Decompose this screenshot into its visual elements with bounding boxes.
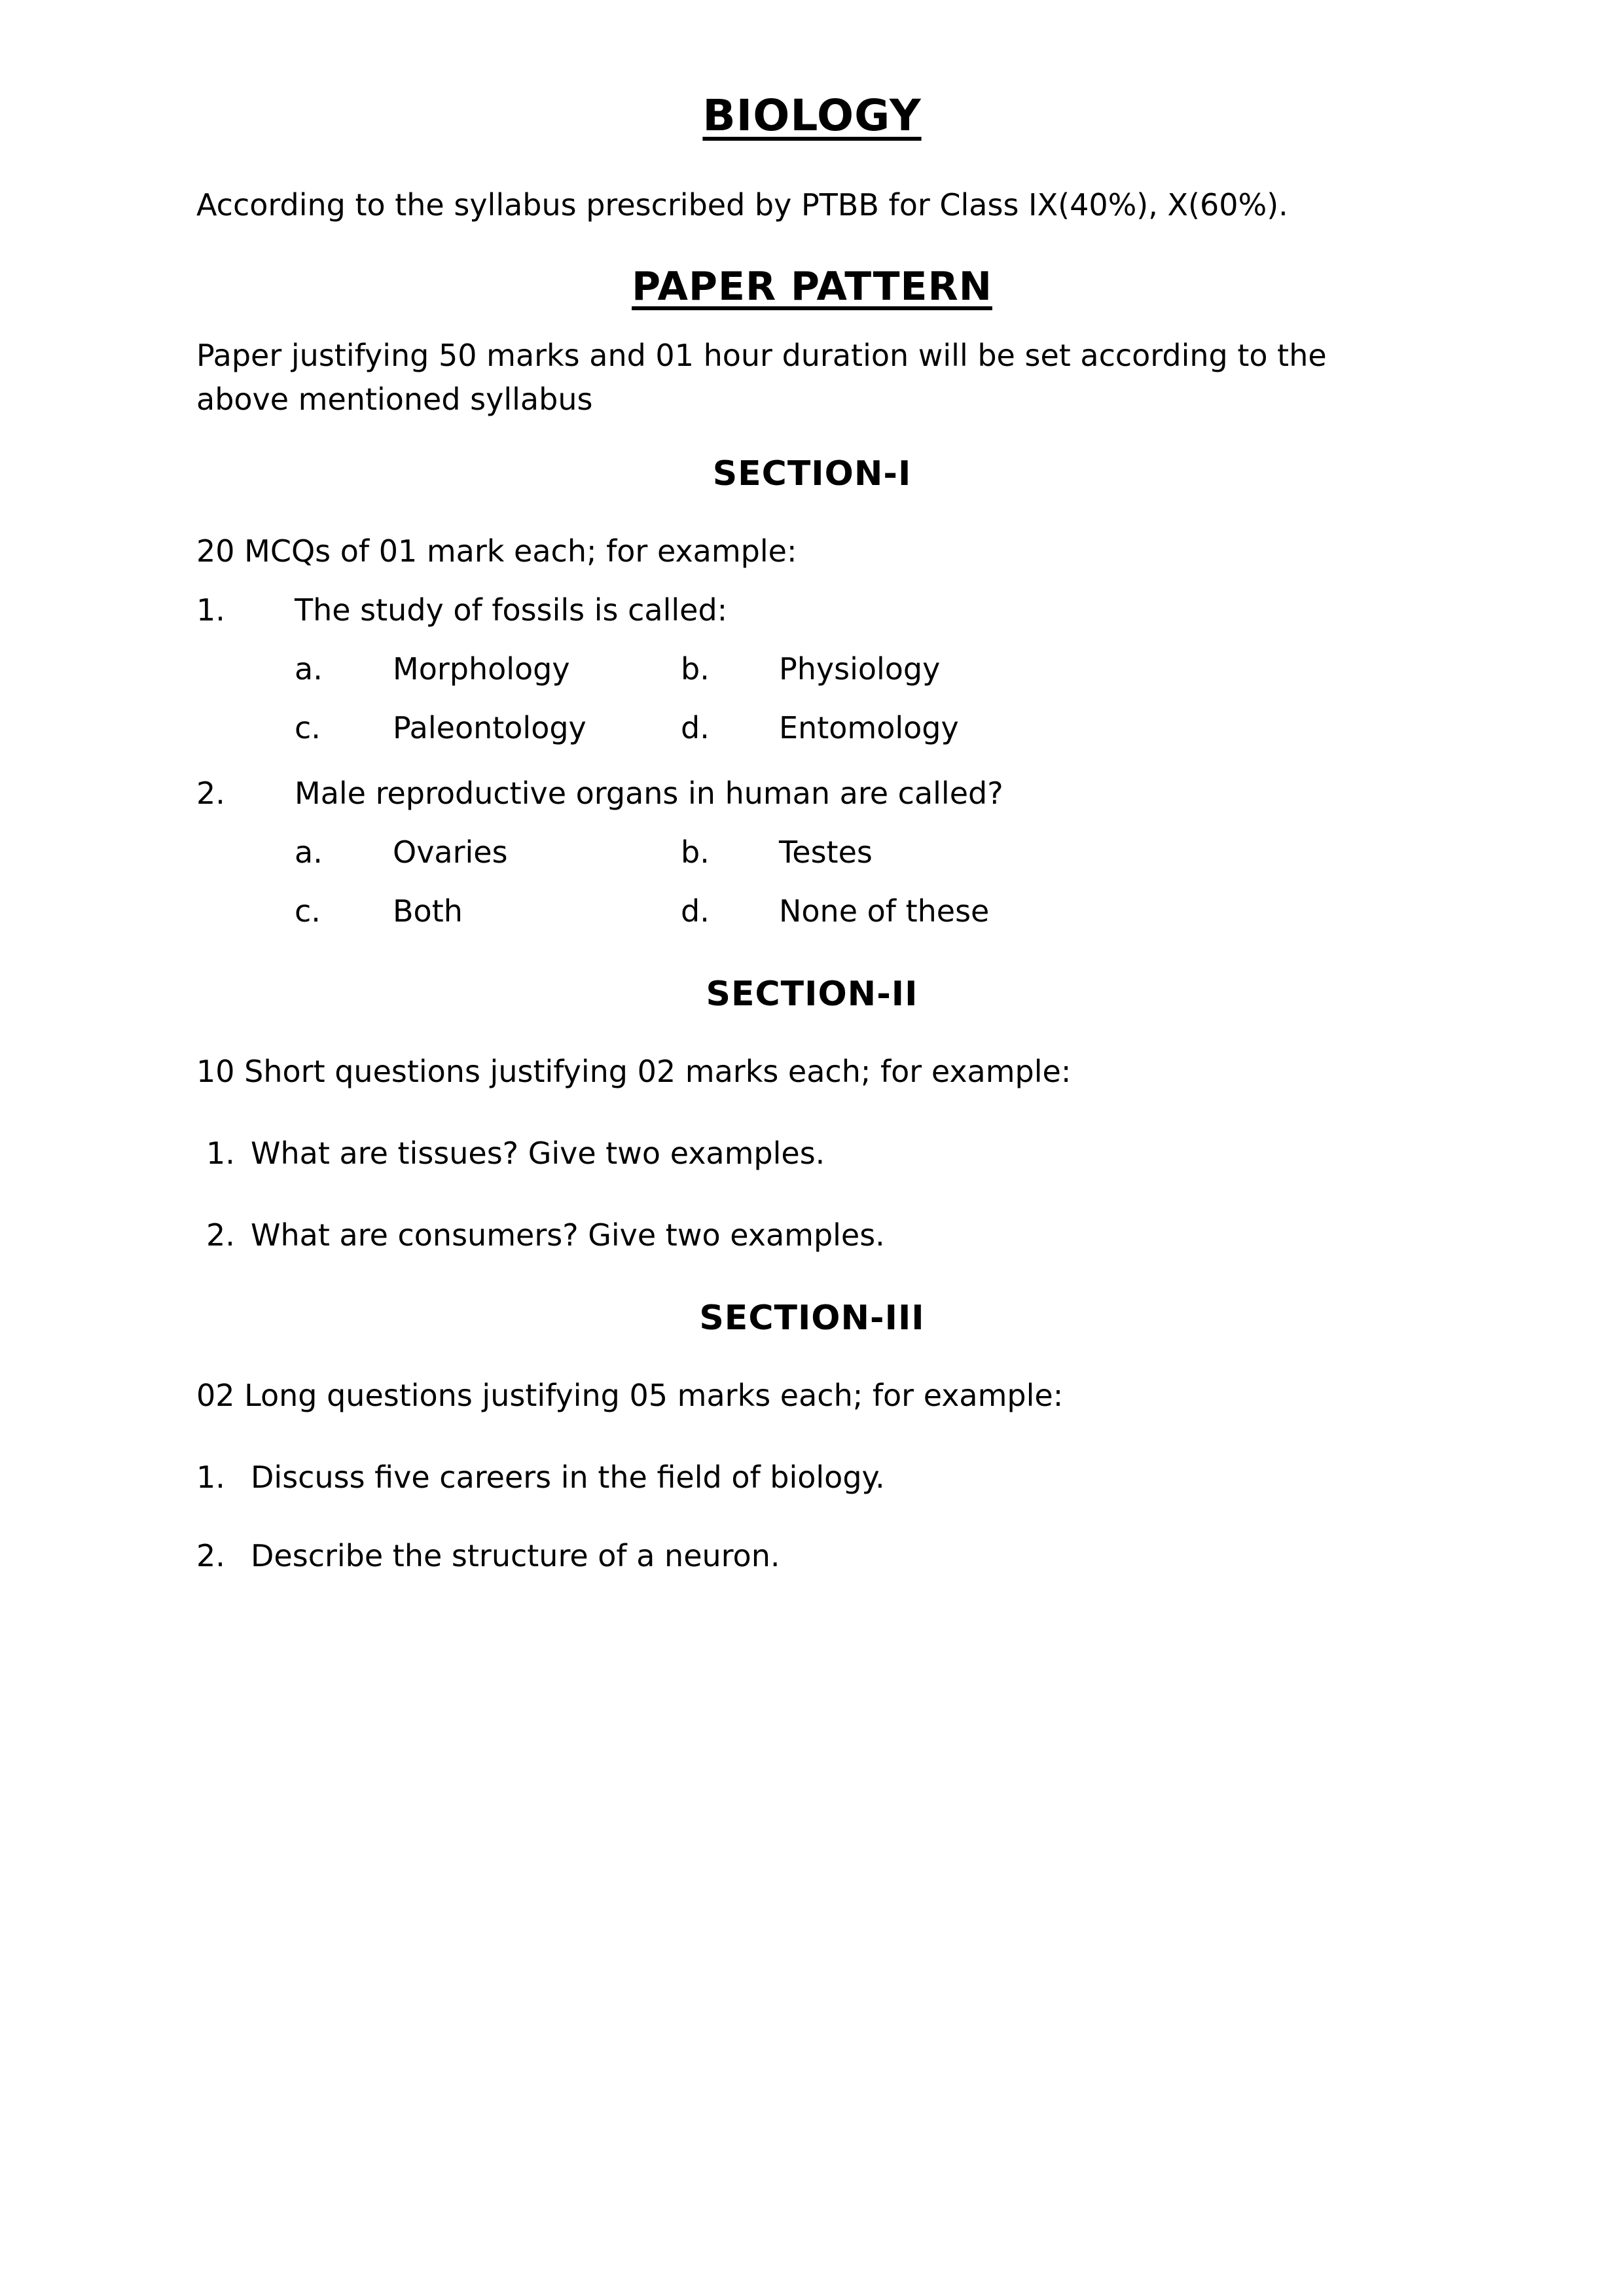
option-text: Physiology bbox=[779, 651, 941, 687]
long-question-1 bbox=[196, 1460, 1428, 1495]
option-letter: b. bbox=[681, 834, 710, 870]
option-text: Both bbox=[393, 893, 463, 929]
section-2-heading: SECTION-II bbox=[706, 975, 918, 1014]
question-number: 1. bbox=[206, 1136, 235, 1171]
option-letter: d. bbox=[681, 710, 710, 745]
mcq-question-1 bbox=[196, 592, 1428, 628]
section-3-intro: 02 Long questions justifying 05 marks each; for example: bbox=[196, 1378, 1064, 1413]
question-number: 1. bbox=[196, 1460, 225, 1495]
short-question-2 bbox=[196, 1217, 1428, 1253]
mcq-question-text: Male reproductive organs in human are called? bbox=[295, 776, 1003, 811]
option-letter: c. bbox=[295, 893, 321, 929]
mcq-question-number: 2. bbox=[196, 776, 225, 811]
paper-pattern-heading: PAPER PATTERN bbox=[632, 264, 992, 310]
mcq-options-1 bbox=[196, 651, 1428, 745]
page-title: BIOLOGY bbox=[702, 90, 922, 141]
option-letter: a. bbox=[295, 834, 323, 870]
option-letter: d. bbox=[681, 893, 710, 929]
mcq-question-number: 1. bbox=[196, 592, 225, 628]
option-text: Morphology bbox=[393, 651, 570, 687]
option-text: None of these bbox=[779, 893, 990, 929]
paper-pattern-text: Paper justifying 50 marks and 01 hour duration will be set according to the above mentioned syllabus bbox=[196, 338, 1327, 417]
question-text: Discuss five careers in the field of biology. bbox=[251, 1460, 885, 1495]
mcq-options-2 bbox=[196, 834, 1428, 929]
question-number: 2. bbox=[206, 1217, 235, 1253]
question-text: Describe the structure of a neuron. bbox=[251, 1538, 780, 1573]
question-text: What are tissues? Give two examples. bbox=[251, 1136, 825, 1171]
section-1-heading: SECTION-I bbox=[712, 454, 912, 493]
section-3-heading: SECTION-III bbox=[699, 1299, 925, 1338]
option-text: Testes bbox=[779, 834, 873, 870]
section-1-intro: 20 MCQs of 01 mark each; for example: bbox=[196, 533, 797, 569]
option-text: Entomology bbox=[779, 710, 959, 745]
short-question-1 bbox=[196, 1136, 1428, 1171]
question-text: What are consumers? Give two examples. bbox=[251, 1217, 885, 1253]
option-letter: c. bbox=[295, 710, 321, 745]
option-text: Ovaries bbox=[393, 834, 508, 870]
option-letter: b. bbox=[681, 651, 710, 687]
option-letter: a. bbox=[295, 651, 323, 687]
option-text: Paleontology bbox=[393, 710, 586, 745]
mcq-question-text: The study of fossils is called: bbox=[295, 592, 728, 628]
long-question-2 bbox=[196, 1538, 1428, 1573]
syllabus-note: According to the syllabus prescribed by PTBB for Class IX(40%), X(60%). bbox=[196, 187, 1288, 223]
section-2-intro: 10 Short questions justifying 02 marks each; for example: bbox=[196, 1054, 1072, 1089]
question-number: 2. bbox=[196, 1538, 225, 1573]
mcq-question-2 bbox=[196, 776, 1428, 811]
